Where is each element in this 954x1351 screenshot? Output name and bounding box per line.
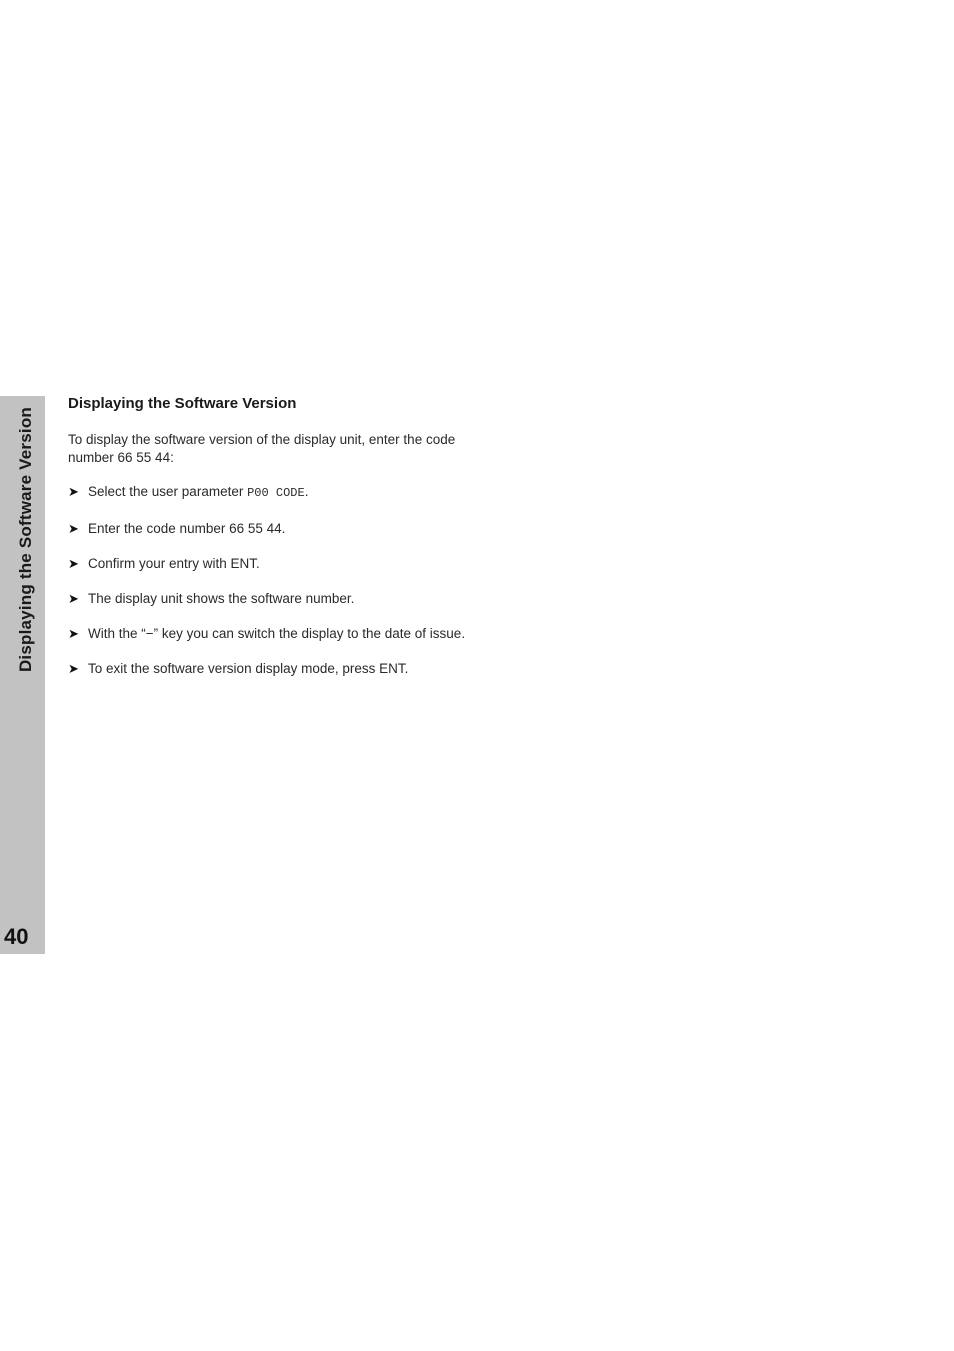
- arrow-right-icon: ➤: [68, 626, 79, 641]
- step-text: To exit the software version display mode, press ENT.: [88, 661, 409, 676]
- list-item: [68, 520, 468, 537]
- step-list: [68, 483, 468, 677]
- page-number: 40: [4, 924, 29, 949]
- section-heading: Displaying the Software Version: [68, 395, 297, 412]
- main-content: [68, 395, 468, 695]
- step-text: Confirm your entry with ENT.: [88, 556, 260, 571]
- arrow-right-icon: ➤: [68, 661, 79, 676]
- list-item: [68, 660, 468, 677]
- arrow-right-icon: ➤: [68, 521, 79, 536]
- arrow-right-icon: ➤: [68, 556, 79, 571]
- list-item: [68, 483, 468, 502]
- side-title-text: Displaying the Software Version: [16, 407, 35, 673]
- step-text: Select the user parameter: [88, 484, 248, 499]
- parameter-code: P00 CODE: [247, 486, 305, 500]
- step-text: Enter the code number 66 55 44.: [88, 521, 286, 536]
- step-text: With the “−” key you can switch the display to the date of issue.: [88, 626, 466, 641]
- list-item: [68, 555, 468, 572]
- arrow-right-icon: ➤: [68, 591, 79, 606]
- list-item: [68, 625, 468, 642]
- list-item: [68, 590, 468, 607]
- step-suffix: .: [304, 484, 309, 499]
- arrow-right-icon: ➤: [68, 484, 79, 499]
- intro-paragraph: To display the software version of the display unit, enter the code number 66 55 44:: [68, 432, 456, 465]
- step-text: The display unit shows the software number.: [88, 591, 355, 606]
